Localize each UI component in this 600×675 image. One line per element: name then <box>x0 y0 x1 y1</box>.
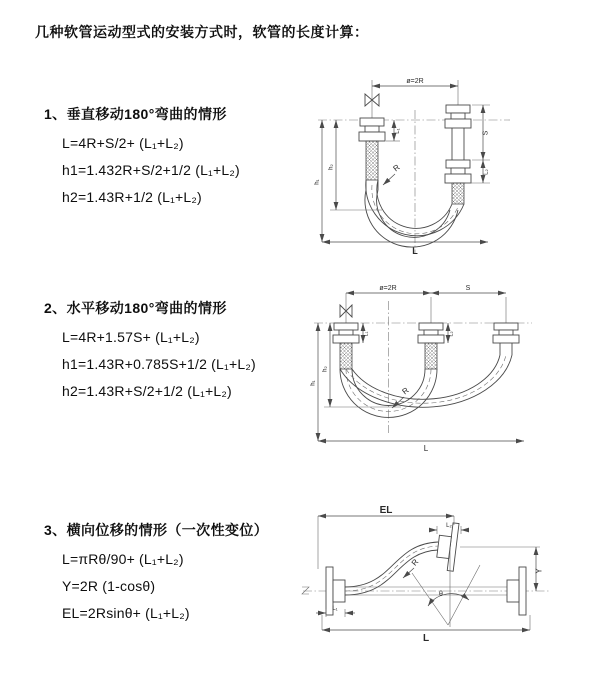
dimension-length <box>318 441 524 453</box>
dimension-h1 <box>311 323 319 441</box>
dim-label-length: L <box>412 246 418 256</box>
ghost-right-hub <box>507 580 519 602</box>
section-3-heading: 3、横向位移的情形（一次性变位） <box>44 522 269 538</box>
formula-L: L=πRθ/90+ (L₁+L₂) <box>62 551 184 567</box>
section-3 <box>44 520 268 621</box>
section-1-heading: 1、垂直移动180°弯曲的情形 <box>44 106 227 122</box>
right-pipe-fitting <box>445 105 471 204</box>
horizontal-180-bend-diagram <box>306 281 542 453</box>
hose-braid <box>366 141 378 180</box>
dim-label-offset: Y <box>534 568 544 574</box>
hose-u-bend <box>365 180 464 247</box>
dim-label-h2: h₂ <box>322 366 329 372</box>
hose-braid <box>452 183 464 204</box>
dimension-fitting-left <box>363 323 370 343</box>
section-1-formulas <box>62 135 240 205</box>
formula-EL: EL=2Rsinθ+ (L₁+L₂) <box>62 605 190 621</box>
formula-h1: h1=1.432R+S/2+1/2 (L₁+L₂) <box>62 162 240 178</box>
lateral-offset-diagram <box>298 503 566 645</box>
section-2 <box>44 298 256 399</box>
dimension-fitting-right <box>448 323 455 343</box>
dim-label-radius: R <box>400 385 411 397</box>
dimension-length <box>322 615 530 644</box>
dim-label-fitting-right: L₂ <box>446 523 452 529</box>
dim-label-stroke: S <box>465 285 471 292</box>
break-symbol <box>302 587 309 594</box>
formula-h1: h1=1.43R+0.785S+1/2 (L₁+L₂) <box>62 356 256 372</box>
dimension-fitting-left <box>386 120 401 141</box>
section-3-formulas <box>62 551 268 621</box>
dim-label-length: L <box>422 633 430 644</box>
right-pipe-fitting <box>493 323 519 355</box>
dim-label-length: L <box>423 444 429 453</box>
dimension-stroke <box>431 285 506 293</box>
dim-label-stroke: S <box>482 130 490 136</box>
dim-label-span: ø=2R <box>406 78 424 85</box>
dim-label-fitting-left: L₁ <box>395 128 401 134</box>
formula-L: L=4R+S/2+ (L₁+L₂) <box>62 135 184 151</box>
dimension-h1 <box>315 120 323 242</box>
section-2-heading: 2、水平移动180°弯曲的情形 <box>44 300 227 316</box>
angle-construction <box>409 549 480 627</box>
dim-label-fitting-right: L₂ <box>483 169 490 175</box>
formula-L: L=4R+1.57S+ (L₁+L₂) <box>62 329 200 345</box>
hose-braid <box>340 343 352 369</box>
section-2-formulas <box>62 329 256 399</box>
radius-callout <box>403 557 421 578</box>
dim-label-radius: R <box>409 557 421 568</box>
left-pipe-fitting <box>359 118 385 180</box>
radius-callout <box>383 163 402 185</box>
dim-label-fitting-left: L₁ <box>332 606 338 612</box>
dim-label-radius: R <box>391 162 402 174</box>
middle-pipe-fitting <box>418 323 444 369</box>
dim-label-fitting-left: L₁ <box>363 331 370 337</box>
dim-label-effective-length: EL <box>379 505 393 516</box>
dimension-span <box>346 285 431 293</box>
dim-label-fitting-right: L₂ <box>448 331 455 337</box>
dimension-fitting-right <box>429 523 469 534</box>
dim-label-h1: h₁ <box>314 179 321 185</box>
left-pipe-fitting <box>333 323 359 369</box>
dimension-stroke <box>466 105 490 183</box>
dimension-offset <box>460 547 544 591</box>
dim-label-span: ø=2R <box>379 285 397 292</box>
formula-h2: h2=1.43R+S/2+1/2 (L₁+L₂) <box>62 383 232 399</box>
dim-label-h1: h₁ <box>310 380 317 386</box>
dim-label-angle: θ <box>439 591 443 598</box>
section-1 <box>44 104 240 205</box>
page-title: 几种软管运动型式的安装方式时，软管的长度计算： <box>35 24 369 40</box>
dimension-effective-length <box>318 505 454 569</box>
dimension-span <box>372 78 458 86</box>
formula-Y: Y=2R (1-cosθ) <box>62 578 156 594</box>
formula-h2: h2=1.43R+1/2 (L₁+L₂) <box>62 189 202 205</box>
ghost-right-flange <box>519 567 526 615</box>
dimension-length <box>322 242 488 256</box>
vertical-180-bend-diagram <box>310 72 532 258</box>
hose-braid <box>425 343 437 369</box>
dim-label-h2: h₂ <box>328 164 335 170</box>
